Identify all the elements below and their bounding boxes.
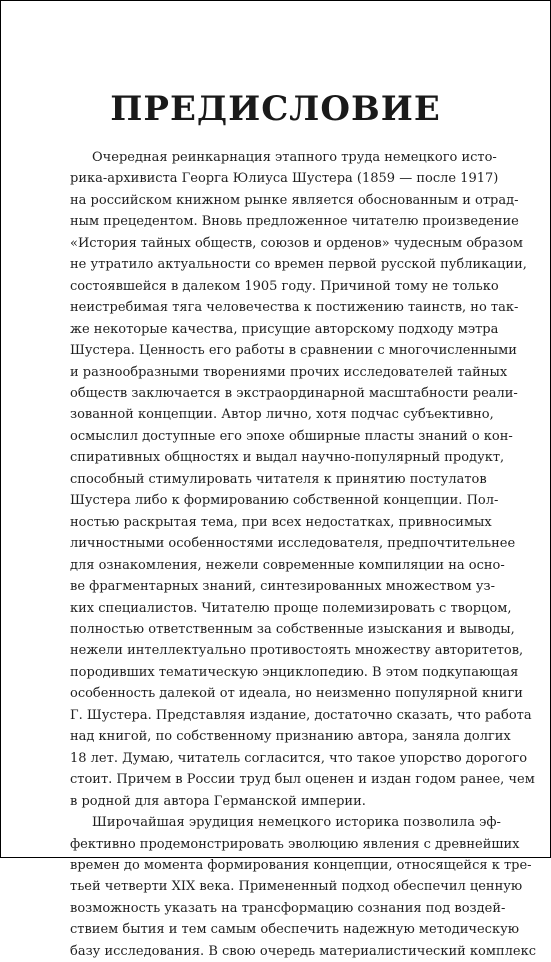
text-line: базу исследования. В свою очередь материалистический комплекс [70,943,537,959]
text-line: Широчайшая эрудиция немецкого историка позволила эф- [92,815,501,831]
text-line: полностью ответственным за собственные изыскания и выводы, [70,621,515,637]
text-line: осмыслил доступные его эпохе обширные пласты знаний о кон- [70,428,513,444]
text-line: тьей четверти XIX века. Примененный подход обеспечил ценную [70,879,523,895]
text-line: над книгой, по собственному признанию автора, заняла долгих [70,729,511,745]
text-line: «История тайных обществ, союзов и орденов» чудесным образом [70,235,524,251]
text-line: ным прецедентом. Вновь предложенное читателю произведение [70,214,519,230]
text-line: спиративных общностях и выдал научно-популярный продукт, [70,450,505,466]
text-line: породивших тематическую энциклопедию. В этом подкупающая [70,664,519,680]
text-line: обществ заключается в экстраординарной масштабности реали- [70,385,518,401]
text-line: времен до момента формирования концепции, относящейся к тре- [70,857,532,873]
text-line: в родной для автора Германской империи. [70,793,366,809]
text-line: Шустера. Ценность его работы в сравнении с многочисленными [70,343,517,359]
text-line: ве фрагментарных знаний, синтезированных множеством уз- [70,579,496,595]
text-line: фективно продемонстрировать эволюцию явления с древнейших [70,836,520,852]
text-line: состоявшейся в далеком 1905 году. Причиной тому не только [70,278,499,294]
text-line: ких специалистов. Читателю проще полемизировать с творцом, [70,600,512,616]
text-line: на российском книжном рынке является обоснованным и отрад- [70,192,519,208]
text-line: зованной концепции. Автор лично, хотя подчас субъективно, [70,407,494,423]
text-line: особенность далекой от идеала, но неизменно популярной книги [70,686,523,702]
text-line: Г. Шустера. Представляя издание, достаточно сказать, что работа [70,707,532,723]
text-line: возможность указать на трансформацию сознания под воздей- [70,900,506,916]
text-line: рика-архивиста Георга Юлиуса Шустера (1859 — после 1917) [70,171,499,187]
text-line: для ознакомления, нежели современные компиляции на осно- [70,557,505,573]
text-line: ностью раскрытая тема, при всех недостатках, привносимых [70,514,492,530]
text-line: стоит. Причем в России труд был оценен и издан годом ранее, чем [70,772,535,788]
paragraph [70,147,535,812]
text-line: ствием бытия и тем самым обеспечить надежную методическую [70,922,520,938]
text-line: 18 лет. Думаю, читатель согласится, что такое упорство дорогого [70,750,528,766]
text-line: нежели интеллектуально противостоять множеству авторитетов, [70,643,524,659]
text-line: и разнообразными творениями прочих исследователей тайных [70,364,508,380]
text-line: неистребимая тяга человечества к постижению таинств, но так- [70,300,519,316]
text-line: личностными особенностями исследователя, предпочтительнее [70,536,516,552]
chapter-heading: ПРЕДИСЛОВИЕ [110,89,441,129]
text-line: же некоторые качества, присущие авторскому подходу мэтра [70,321,499,337]
text-line: способный стимулировать читателя к принятию постулатов [70,471,487,487]
text-line: не утратило актуальности со времен первой русской публикации, [70,257,527,273]
chapter-body [70,147,537,962]
paragraph [70,812,537,962]
text-line: Очередная реинкарнация этапного труда немецкого исто- [92,150,497,165]
text-line: Шустера либо к формированию собственной концепции. Пол- [70,493,499,509]
